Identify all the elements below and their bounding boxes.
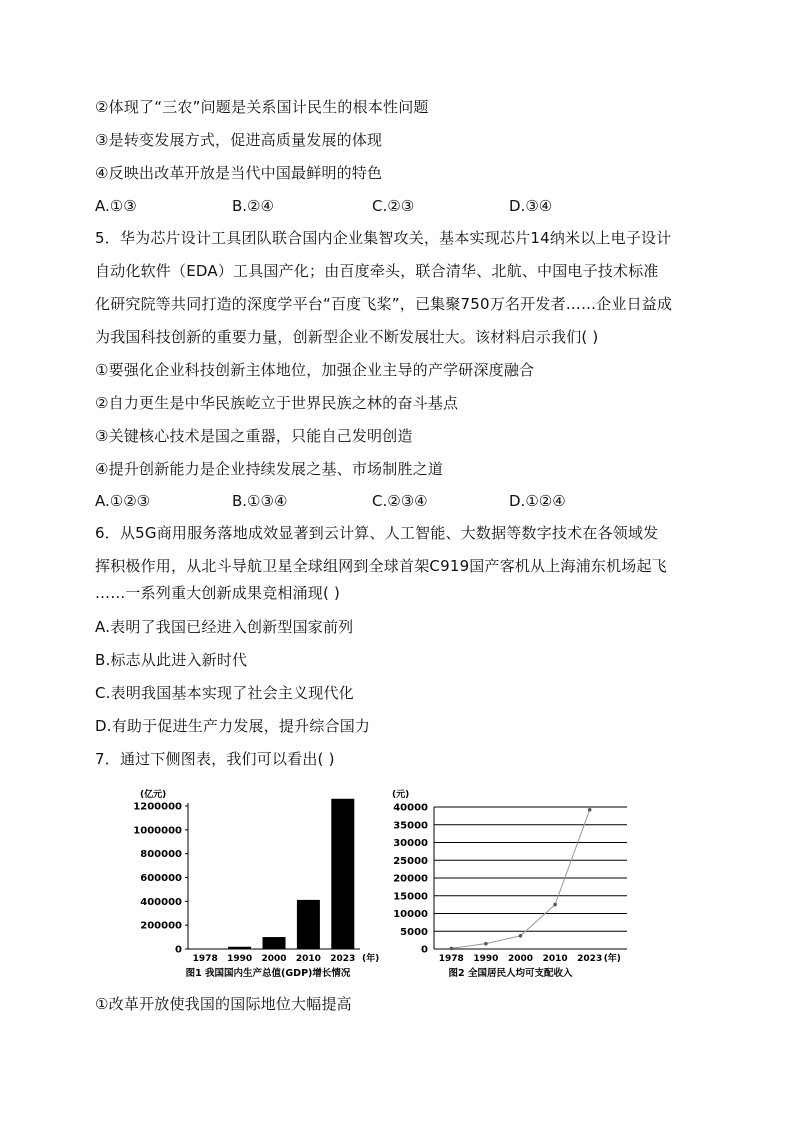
q5-stem-line-4: 为我国科技创新的重要力量，创新型企业不断发展壮大。该材料启示我们( ) [95,328,599,346]
income-chart [382,780,637,989]
y-tick-label: 1200000 [133,801,182,813]
y-axis-label: (元) [392,790,410,800]
x-tick-label: 2010 [295,954,321,964]
chart-title: 图1 我国国内生产总值(GDP)增长情况 [185,968,351,979]
q5-options [95,491,695,511]
y-tick-label: 15000 [393,891,428,903]
q4-option-b[interactable]: B.②④ [232,197,274,215]
x-tick-label: 1990 [227,954,253,964]
y-tick-label: 1000000 [133,825,182,837]
gdp-bar-1990 [228,947,251,949]
x-tick-label: 1978 [438,954,464,964]
gdp-bar-2023 [331,799,354,949]
x-tick-label: 1990 [473,954,499,964]
y-tick-label: 0 [421,944,428,956]
q5-statement-3: ③关键核心技术是国之重器，只能自己发明创造 [95,427,413,445]
income-point-1978 [450,947,454,951]
q5-option-d[interactable]: D.①②④ [509,492,566,510]
q5-option-b[interactable]: B.①③④ [232,492,288,510]
q6-stem-line-1: 6．从5G商用服务落地成效显著到云计算、人工智能、大数据等数字技术在各领域发 [95,524,659,542]
q4-option-c[interactable]: C.②③ [372,197,415,215]
q6-stem-line-2: 挥积极作用，从北斗导航卫星全球组网到全球首架C919国产客机从上海浦东机场起飞 [95,557,667,575]
income-chart-svg [382,780,637,985]
y-tick-label: 5000 [400,926,428,938]
q5-statement-2: ②自力更生是中华民族屹立于世界民族之林的奋斗基点 [95,394,459,412]
q6-stem-line-3: ……一系列重大创新成果竞相涌现( ) [95,584,341,602]
chart-title: 图2 全国居民人均可支配收入 [448,968,573,979]
y-tick-label: 800000 [140,849,182,861]
q6-option-a[interactable]: A.表明了我国已经进入创新型国家前列 [95,618,354,636]
x-tick-label: 2000 [261,954,287,964]
y-tick-label: 600000 [140,873,182,884]
q5-statement-4: ④提升创新能力是企业持续发展之基、市场制胜之道 [95,460,444,478]
y-tick-label: 400000 [140,896,182,908]
q5-statement-1: ①要强化企业科技创新主体地位，加强企业主导的产学研深度融合 [95,361,535,379]
x-tick-label: 2000 [507,954,534,964]
y-tick-label: 20000 [393,873,428,885]
q5-stem-line-2: 自动化软件（EDA）工具国产化；由百度牵头，联合清华、北航、中国电子技术标准 [95,262,659,280]
y-tick-label: 30000 [393,838,428,849]
y-tick-label: 200000 [140,920,182,932]
x-tick-label: 2023 [330,954,356,964]
x-axis-label: (年) [603,954,621,964]
gdp-chart [130,780,400,989]
income-point-2000 [519,934,523,938]
y-tick-label: 10000 [393,909,428,920]
y-tick-label: 0 [175,944,182,956]
x-tick-label: 1978 [192,954,218,964]
gdp-bar-2000 [263,937,286,949]
x-axis-label: (年) [362,954,380,964]
income-point-1990 [484,942,488,946]
q4-statement-4: ④反映出改革开放是当代中国最鲜明的特色 [95,164,383,182]
income-point-2010 [553,903,557,907]
gdp-chart-svg [130,780,400,985]
q4-option-d[interactable]: D.③④ [509,197,553,215]
q4-statement-3: ③是转变发展方式，促进高质量发展的体现 [95,131,383,149]
q5-option-c[interactable]: C.②③④ [372,492,428,510]
x-tick-label: 2023 [577,954,603,964]
gdp-bar-2010 [297,900,320,949]
q6-option-d[interactable]: D.有助于促进生产力发展，提升综合国力 [95,717,371,735]
q6-option-b[interactable]: B.标志从此进入新时代 [95,651,248,669]
income-line [451,810,589,949]
y-tick-label: 35000 [393,820,428,832]
x-tick-label: 2010 [542,954,568,964]
y-axis-label: (亿元) [140,790,167,800]
q7-stem: 7．通过下侧图表，我们可以看出( ) [95,750,335,768]
y-tick-label: 40000 [393,802,428,814]
y-tick-label: 25000 [393,855,428,867]
q7-statement-1: ①改革开放使我国的国际地位大幅提高 [95,995,352,1013]
q5-stem-line-3: 化研究院等共同打造的深度学平台“百度飞桨”，已集聚750万名开发者……企业日益成 [95,295,673,313]
q4-options [95,196,695,216]
q5-option-a[interactable]: A.①②③ [95,492,151,510]
q4-option-a[interactable]: A.①③ [95,197,137,215]
q5-stem-line-1: 5．华为芯片设计工具团队联合国内企业集智攻关，基本实现芯片14纳米以上电子设计 [95,229,672,247]
q4-statement-2: ②体现了“三农”问题是关系国计民生的根本性问题 [95,98,429,116]
q6-option-c[interactable]: C.表明我国基本实现了社会主义现代化 [95,684,354,702]
income-point-2023 [588,808,592,812]
